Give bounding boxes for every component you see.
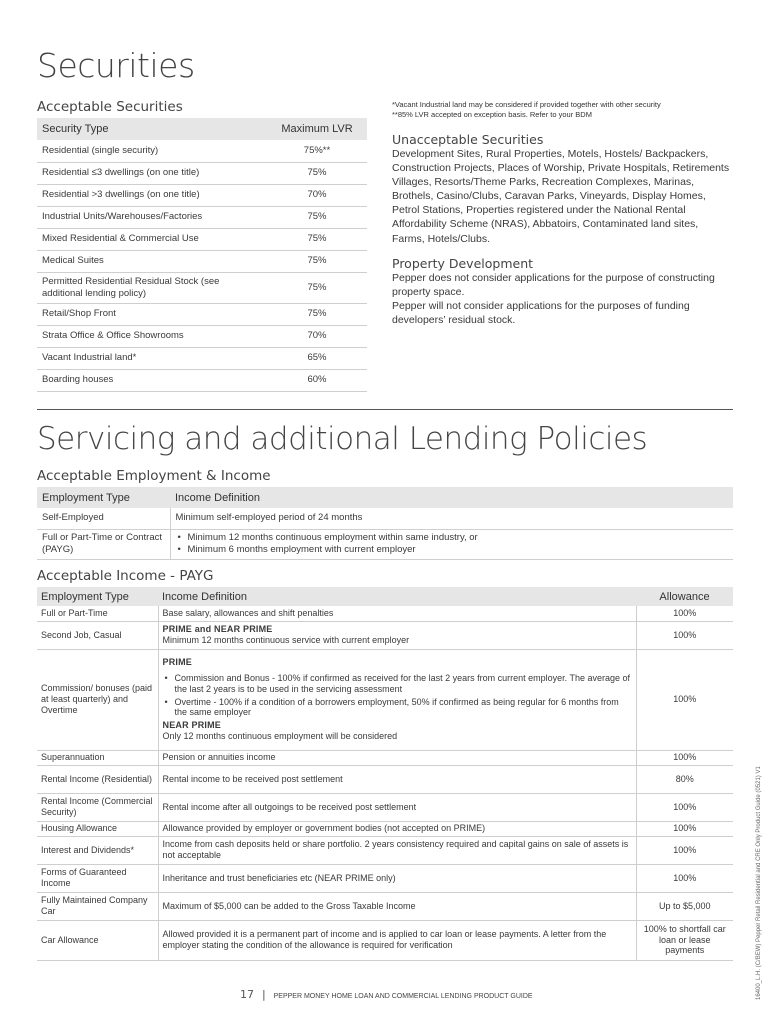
max-lvr: 70% [267, 184, 367, 206]
table-row [37, 836, 733, 864]
table-row [37, 621, 733, 649]
table-row [37, 250, 367, 272]
allowance: 100% [636, 793, 733, 821]
unacceptable-securities-text: Development Sites, Rural Properties, Motels, Hostels/ Backpackers, Construction Projects, Places of Worship, Private Hospitals, Retirements Villages, Resorts/Theme Parks, Recreation Complexes, Marinas, Brothels, Casino/Clubs, Caravan Parks, Vineyards, Display Homes, Petrol Stations, Properties registered under the National Rental Affordability Scheme (NRAS), Abbatoirs, Contaminated land sites, Farms, Hotels/Clubs. [392, 147, 730, 245]
table-row [37, 606, 733, 621]
definition-text: Minimum 12 months continuous service with current employer [162, 635, 410, 645]
income-definition: Allowed provided it is a permanent part of income and is applied to car loan or lease payments. A letter from the employer stating the condition of the allowance is required for verification [158, 920, 636, 960]
page-number: 17 [240, 988, 254, 1001]
max-lvr: 75% [267, 206, 367, 228]
column-header: Allowance [636, 587, 733, 606]
guide-title: PEPPER MONEY HOME LOAN AND COMMERCIAL LENDING PRODUCT GUIDE [273, 993, 533, 1000]
table-row [37, 508, 733, 529]
security-type: Boarding houses [37, 369, 267, 391]
income-definition: Rental income to be received post settlement [158, 765, 636, 793]
max-lvr: 75% [267, 272, 367, 303]
allowance: 80% [636, 765, 733, 793]
employment-type: Car Allowance [37, 920, 158, 960]
income-definition: Base salary, allowances and shift penalties [158, 606, 636, 621]
income-definition: Income from cash deposits held or share portfolio. 2 years consistency required and capital gains on sale of assets is not acceptable [158, 836, 636, 864]
section-divider [37, 409, 733, 410]
allowance: 100% [636, 750, 733, 765]
property-development-text-1: Pepper does not consider applications for the purpose of constructing property space. [392, 271, 715, 298]
employment-type: Housing Allowance [37, 821, 158, 836]
column-header: Income Definition [170, 487, 733, 508]
table-row [37, 821, 733, 836]
table-row [37, 162, 367, 184]
footer-separator: | [261, 988, 266, 1001]
max-lvr: 75% [267, 162, 367, 184]
security-type: Residential (single security) [37, 140, 267, 162]
employment-type: Superannuation [37, 750, 158, 765]
income-definition: Maximum of $5,000 can be added to the Gross Taxable Income [158, 892, 636, 920]
table-row [37, 793, 733, 821]
employment-type: Forms of Guaranteed Income [37, 864, 158, 892]
income-definition: Allowance provided by employer or government bodies (not accepted on PRIME) [158, 821, 636, 836]
max-lvr: 70% [267, 325, 367, 347]
security-type: Industrial Units/Warehouses/Factories [37, 206, 267, 228]
note-vacant-land: *Vacant Industrial land may be considered if provided together with other security [392, 100, 661, 109]
income-definition: Pension or annuities income [158, 750, 636, 765]
employment-table [37, 487, 733, 560]
definition-text: Only 12 months continuous employment will be considered [162, 730, 398, 741]
employment-type: Full or Part-Time [37, 606, 158, 621]
allowance: 100% [636, 649, 733, 750]
allowance: 100% [636, 606, 733, 621]
max-lvr: 75% [267, 303, 367, 325]
table-row [37, 892, 733, 920]
payg-income-heading: Acceptable Income - PAYG [37, 568, 214, 584]
table-row [37, 750, 733, 765]
unacceptable-securities-heading: Unacceptable Securities [392, 131, 544, 147]
table-row [37, 765, 733, 793]
table-row [37, 649, 733, 750]
table-row [37, 184, 367, 206]
employment-income-heading: Acceptable Employment & Income [37, 468, 271, 484]
employment-type: Interest and Dividends* [37, 836, 158, 864]
table-row [37, 325, 367, 347]
tier-label: NEAR PRIME [162, 720, 222, 731]
list-item: • Commission and Bonus - 100% if confirmed as received for the last 2 years from current employer. The average of the last 2 years is to be used in the servicing assessment [163, 673, 632, 695]
security-type: Medical Suites [37, 250, 267, 272]
column-header: Maximum LVR [267, 118, 367, 140]
column-header: Income Definition [158, 587, 636, 606]
employment-type: Self-Employed [37, 508, 170, 529]
payg-table [37, 587, 733, 961]
note-lvr-exception: **85% LVR accepted on exception basis. Refer to your BDM [392, 109, 592, 119]
column-header: Employment Type [37, 487, 170, 508]
column-header: Security Type [37, 118, 267, 140]
income-definition [158, 621, 636, 649]
table-row [37, 272, 367, 303]
income-definition: Minimum self-employed period of 24 months [170, 508, 733, 529]
employment-type: Second Job, Casual [37, 621, 158, 649]
allowance: 100% to shortfall car loan or lease payments [636, 920, 733, 960]
security-type: Retail/Shop Front [37, 303, 267, 325]
security-type: Residential >3 dwellings (on one title) [37, 184, 267, 206]
side-note: 16400_L.H. (C/BEW) Pepper Retail Residential and CRE Only Product Guide (0521) V1 [756, 766, 762, 1000]
security-type: Permitted Residential Residual Stock (see additional lending policy) [37, 272, 267, 303]
employment-type: Rental Income (Residential) [37, 765, 158, 793]
security-type: Mixed Residential & Commercial Use [37, 228, 267, 250]
table-row [37, 529, 733, 559]
allowance: Up to $5,000 [636, 892, 733, 920]
table-row [37, 920, 733, 960]
income-definition: Inheritance and trust beneficiaries etc (NEAR PRIME only) [158, 864, 636, 892]
allowance: 100% [636, 821, 733, 836]
table-row [37, 206, 367, 228]
servicing-title: Servicing and additional Lending Policies [37, 421, 648, 457]
table-row [37, 228, 367, 250]
employment-type: Rental Income (Commercial Security) [37, 793, 158, 821]
max-lvr: 75% [267, 250, 367, 272]
page-footer [240, 988, 533, 1001]
table-row [37, 303, 367, 325]
allowance: 100% [636, 621, 733, 649]
tier-label: PRIME and NEAR PRIME [162, 624, 273, 635]
employment-type: Fully Maintained Company Car [37, 892, 158, 920]
table-row [37, 347, 367, 369]
list-item: • Minimum 6 months employment with current employer [176, 544, 729, 556]
employment-type: Commission/ bonuses (paid at least quarterly) and Overtime [37, 649, 158, 750]
max-lvr: 75%** [267, 140, 367, 162]
acceptable-securities-heading: Acceptable Securities [37, 99, 183, 115]
table-row [37, 369, 367, 391]
securities-title: Securities [37, 46, 195, 85]
max-lvr: 75% [267, 228, 367, 250]
employment-type: Full or Part-Time or Contract (PAYG) [37, 529, 170, 559]
income-definition [158, 649, 636, 750]
max-lvr: 60% [267, 369, 367, 391]
column-header: Employment Type [37, 587, 158, 606]
property-development-text-2: Pepper will not consider applications for the purposes of funding developers’ residual stock. [392, 300, 690, 327]
property-development-heading: Property Development [392, 255, 534, 271]
table-row [37, 140, 367, 162]
right-column [392, 100, 732, 327]
tier-label: PRIME [162, 657, 193, 668]
security-type: Residential ≤3 dwellings (on one title) [37, 162, 267, 184]
securities-table [37, 118, 367, 392]
max-lvr: 65% [267, 347, 367, 369]
security-type: Strata Office & Office Showrooms [37, 325, 267, 347]
income-definition [170, 529, 733, 559]
allowance: 100% [636, 864, 733, 892]
allowance: 100% [636, 836, 733, 864]
list-item: • Minimum 12 months continuous employment within same industry, or [176, 532, 729, 544]
list-item: • Overtime - 100% if a condition of a borrowers employment, 50% if confirmed as being regular for 6 months from the same employer [163, 697, 632, 719]
table-row [37, 864, 733, 892]
security-type: Vacant Industrial land* [37, 347, 267, 369]
income-definition: Rental income after all outgoings to be received post settlement [158, 793, 636, 821]
